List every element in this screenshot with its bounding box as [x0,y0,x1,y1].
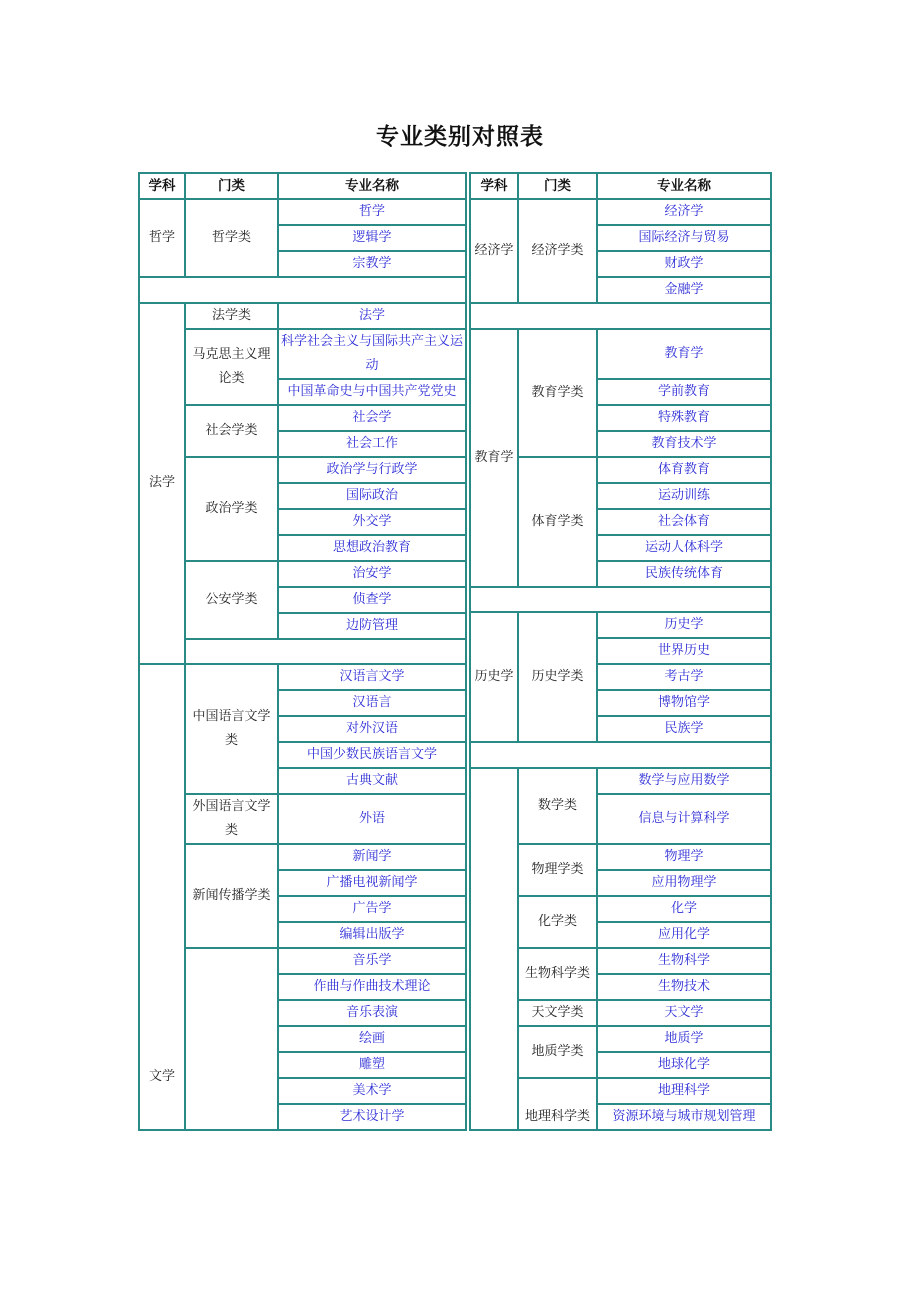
major-cell[interactable]: 绘画 [278,1026,466,1052]
category-cell: 新闻传播学类 [185,844,278,948]
major-cell[interactable]: 世界历史 [597,638,771,664]
empty-cell [470,742,771,768]
major-cell[interactable]: 治安学 [278,561,466,587]
major-cell[interactable]: 生物科学 [597,948,771,974]
major-cell[interactable]: 民族传统体育 [597,561,771,587]
spacer-row [470,303,771,329]
spacer-row [470,742,771,768]
category-cell [185,948,278,1130]
major-cell[interactable]: 科学社会主义与国际共产主义运动 [278,329,466,379]
category-cell: 社会学类 [185,405,278,457]
major-cell[interactable]: 哲学 [278,199,466,225]
major-cell[interactable]: 外语 [278,794,466,844]
category-cell: 体育学类 [518,457,597,587]
major-cell[interactable]: 法学 [278,303,466,329]
subject-cell: 文学 [139,664,185,1130]
table-row [139,405,466,431]
table-row [470,612,771,638]
major-cell[interactable]: 边防管理 [278,613,466,639]
category-cell: 历史学类 [518,612,597,742]
header-subject: 学科 [139,173,185,199]
subject-cell: 教育学 [470,329,518,587]
category-cell: 天文学类 [518,1000,597,1026]
major-cell[interactable]: 民族学 [597,716,771,742]
major-cell[interactable]: 数学与应用数学 [597,768,771,794]
category-cell: 教育学类 [518,329,597,457]
header-major: 专业名称 [597,173,771,199]
major-cell[interactable]: 运动人体科学 [597,535,771,561]
header-category: 门类 [518,173,597,199]
major-cell[interactable]: 思想政治教育 [278,535,466,561]
major-cell[interactable]: 应用化学 [597,922,771,948]
major-cell[interactable]: 资源环境与城市规划管理 [597,1104,771,1130]
category-cell: 外国语言文学类 [185,794,278,844]
major-cell[interactable]: 物理学 [597,844,771,870]
spacer-row [470,587,771,613]
category-cell: 中国语言文学类 [185,664,278,794]
major-cell[interactable]: 美术学 [278,1078,466,1104]
major-cell[interactable]: 宗教学 [278,251,466,277]
major-cell[interactable]: 国际政治 [278,483,466,509]
major-cell[interactable]: 雕塑 [278,1052,466,1078]
major-cell[interactable]: 生物技术 [597,974,771,1000]
table-row [139,199,466,225]
major-cell[interactable]: 体育教育 [597,457,771,483]
category-cell: 公安学类 [185,561,278,639]
major-cell[interactable]: 侦查学 [278,587,466,613]
table-row [139,303,466,329]
header-row [470,173,771,199]
major-cell[interactable]: 音乐学 [278,948,466,974]
table-row [139,457,466,483]
header-subject: 学科 [470,173,518,199]
major-cell[interactable]: 广播电视新闻学 [278,870,466,896]
category-cell: 经济学类 [518,199,597,303]
major-cell[interactable]: 古典文献 [278,768,466,794]
major-cell[interactable]: 特殊教育 [597,405,771,431]
table-row [470,768,771,794]
major-cell[interactable]: 政治学与行政学 [278,457,466,483]
major-cell[interactable]: 社会学 [278,405,466,431]
table-row [139,664,466,690]
major-cell[interactable]: 财政学 [597,251,771,277]
major-cell[interactable]: 音乐表演 [278,1000,466,1026]
major-cell[interactable]: 化学 [597,896,771,922]
major-cell[interactable]: 逻辑学 [278,225,466,251]
category-cell: 化学类 [518,896,597,948]
category-cell: 生物科学类 [518,948,597,1000]
major-cell[interactable]: 金融学 [597,277,771,303]
table-row [139,329,466,379]
major-cell[interactable]: 社会体育 [597,509,771,535]
subject-cell: 经济学 [470,199,518,303]
category-cell: 马克思主义理论类 [185,329,278,405]
subject-cell: 哲学 [139,199,185,277]
empty-cell [139,277,466,303]
header-category: 门类 [185,173,278,199]
major-cell[interactable]: 汉语言 [278,690,466,716]
page-title: 专业类别对照表 [376,124,544,150]
table-row [139,844,466,870]
major-cell[interactable]: 新闻学 [278,844,466,870]
empty-cell [470,303,771,329]
major-table-left [138,172,467,1131]
major-cell[interactable]: 外交学 [278,509,466,535]
major-cell[interactable]: 应用物理学 [597,870,771,896]
major-table-right [469,172,772,1131]
major-cell[interactable]: 地球化学 [597,1052,771,1078]
major-cell[interactable]: 作曲与作曲技术理论 [278,974,466,1000]
major-cell[interactable]: 教育技术学 [597,431,771,457]
table-row [470,199,771,225]
major-cell[interactable]: 运动训练 [597,483,771,509]
category-cell: 政治学类 [185,457,278,561]
major-cell[interactable]: 编辑出版学 [278,922,466,948]
major-cell[interactable]: 学前教育 [597,379,771,405]
major-cell[interactable]: 历史学 [597,612,771,638]
major-cell[interactable]: 艺术设计学 [278,1104,466,1130]
category-cell: 地质学类 [518,1026,597,1078]
table-row [470,329,771,379]
major-cell[interactable]: 信息与计算科学 [597,794,771,844]
empty-cell [185,639,466,665]
table-row [139,561,466,587]
header-row [139,173,466,199]
table-row [139,794,466,844]
major-cell[interactable]: 社会工作 [278,431,466,457]
category-cell: 哲学类 [185,199,278,277]
subject-cell: 法学 [139,303,185,665]
major-cell[interactable]: 对外汉语 [278,716,466,742]
spacer-row [139,277,466,303]
major-cell[interactable]: 教育学 [597,329,771,379]
major-cell[interactable]: 地质学 [597,1026,771,1052]
major-cell[interactable]: 国际经济与贸易 [597,225,771,251]
empty-cell [470,587,771,613]
major-cell[interactable]: 中国少数民族语言文学 [278,742,466,768]
major-cell[interactable]: 博物馆学 [597,690,771,716]
header-major: 专业名称 [278,173,466,199]
major-cell[interactable]: 中国革命史与中国共产党党史 [278,379,466,405]
category-cell: 法学类 [185,303,278,329]
subject-cell [470,768,518,1130]
category-cell: 地理科学类 [518,1078,597,1130]
major-cell[interactable]: 天文学 [597,1000,771,1026]
subject-cell: 历史学 [470,612,518,742]
spacer-row [139,639,466,665]
table-row [139,948,466,974]
major-cell[interactable]: 汉语言文学 [278,664,466,690]
major-cell[interactable]: 考古学 [597,664,771,690]
major-cell[interactable]: 广告学 [278,896,466,922]
category-cell: 物理学类 [518,844,597,896]
major-cell[interactable]: 经济学 [597,199,771,225]
major-cell[interactable]: 地理科学 [597,1078,771,1104]
category-cell: 数学类 [518,768,597,844]
